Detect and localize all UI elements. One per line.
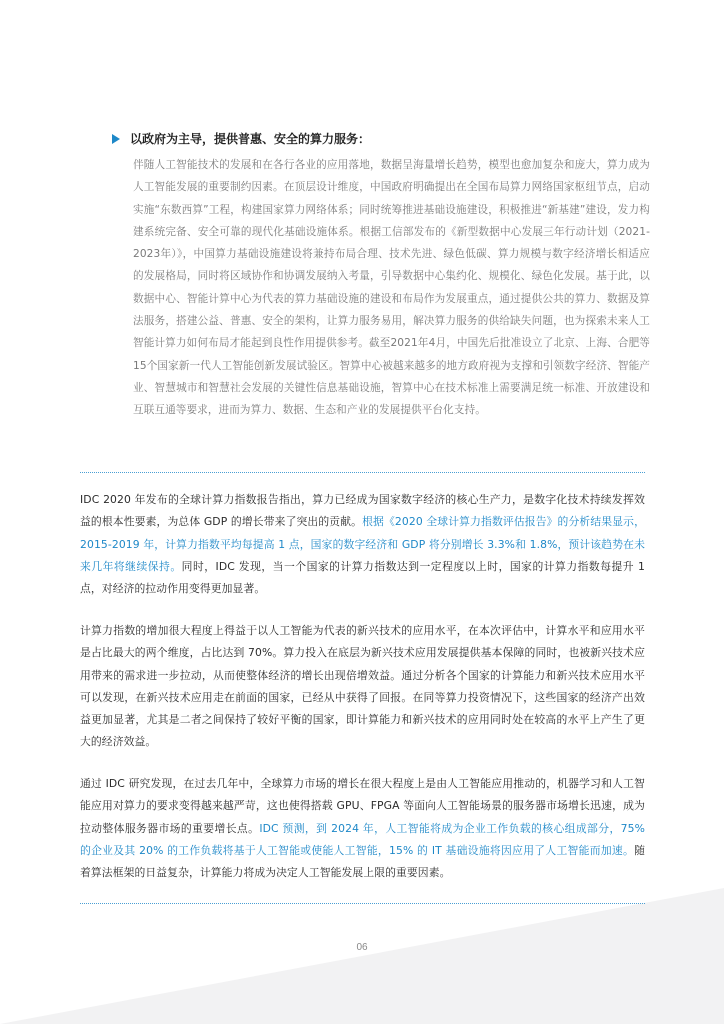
paragraph-1-text-a: IDC 2020 年发布的全球计算力指数报告指出，算力已经成为国家数字经济的核心生产力，是数字化技术持续发挥效益的根本性要素，为总体 GDP 的增长带来了突出的贡献。	[80, 493, 645, 529]
paragraph-3-text-a: 通过 IDC 研究发现，在过去几年中，全球算力市场的增长在很大程度上是由人工智能应用推动的，机器学习和人工智能应用对算力的要求变得越来越严苛，这也使得搭载 GPU、FPGA 等面向人工智能场景的服务器市场增长迅速，成为拉动整体服务器市场的重要增长点。	[80, 777, 645, 835]
page-number: 06	[356, 942, 368, 953]
paragraph-1-highlight: 根据《2020 全球计算力指数评估报告》的分析结果显示，2015-2019 年，计算力指数平均每提高 1 点，国家的数字经济和 GDP 将分别增长 3.3%和 1.8%，预计该趋势在未来几年将继续保持。	[80, 515, 645, 573]
dotted-divider-bottom	[80, 903, 645, 904]
paragraph-3-text-c: 随着算法框架的日益复杂，计算能力将成为决定人工智能发展上限的重要因素。	[80, 843, 645, 880]
triangle-bullet-icon	[112, 134, 120, 144]
box-heading	[110, 128, 650, 150]
paragraph-3	[80, 773, 645, 884]
paragraph-2-text: 计算力指数的增加很大程度上得益于以人工智能为代表的新兴技术的应用水平，在本次评估中，计算水平和应用水平是占比最大的两个维度，占比达到 70%。算力投入在底层为新兴技术应用发展提供基本保障的同时，也被新兴技术应用带来的需求进一步拉动，从而使整体经济的增长出现倍增效益。通过分析各个国家的计算能力和新兴技术应用水平可以发现，在新兴技术应用走在前面的国家，已经从中获得了回报。在同等算力投资情况下，这些国家的经济产出效益更加显著，尤其是二者之间保持了较好平衡的国家，即计算能力和新兴技术的应用同时处在较高的水平上产生了更大的经济效益。	[80, 624, 645, 749]
paragraph-1-text-c: 同时，IDC 发现，当一个国家的计算力指数达到一定程度以上时，国家的计算力指数每提升 1 点，对经济的拉动作用变得更加显著。	[80, 559, 645, 596]
paragraph-3-highlight: IDC 预测，到 2024 年，人工智能将成为企业工作负载的核心组成部分，75% 的企业及其 20% 的工作负载将基于人工智能或使能人工智能，15% 的 IT 基础设施将因应用了人工智能而加速。	[80, 821, 645, 857]
paragraph-2	[80, 620, 645, 754]
dotted-divider-top	[80, 472, 645, 473]
box-body-text: 伴随人工智能技术的发展和在各行各业的应用落地，数据呈海量增长趋势，模型也愈加复杂和庞大，算力成为人工智能发展的重要制约因素。在顶层设计维度，中国政府明确提出在全国布局算力网络国家枢纽节点，启动实施“东数西算”工程，构建国家算力网络体系；同时统筹推进基础设施建设，积极推进“新基建”建设，发力构建系统完备、安全可靠的现代化基础设施体系。根据工信部发布的《新型数据中心发展三年行动计划（2021-2023年）》，中国算力基础设施建设将兼持布局合理、技术先进、绿色低碳、算力规模与数字经济增长相适应的发展格局，同时将区域协作和协调发展纳入考量，引导数据中心集约化、规模化、绿色化发展。基于此，以数据中心、智能计算中心为代表的算力基础设施的建设和布局作为发展重点，通过提供公共的算力、数据及算法服务，搭建公益、普惠、安全的架构，让算力服务易用，解决算力服务的供给缺失问题，也为探索未来人工智能计算力如何布局才能起到良性作用提供参考。截至2021年4月，中国先后批准设立了北京、上海、合肥等15个国家新一代人工智能创新发展试验区。智算中心被越来越多的地方政府视为支撑和引领数字经济、智能产业、智慧城市和智慧社会发展的关键性信息基础设施，智算中心在技术标准上需要满足统一标准、开放建设和互联互通等要求，进而为算力、数据、生态和产业的发展提供平台化支持。	[133, 159, 650, 417]
paragraph-1	[80, 489, 645, 600]
highlight-box	[110, 128, 650, 422]
box-heading-text: 以政府为主导，提供普惠、安全的算力服务：	[130, 132, 371, 146]
